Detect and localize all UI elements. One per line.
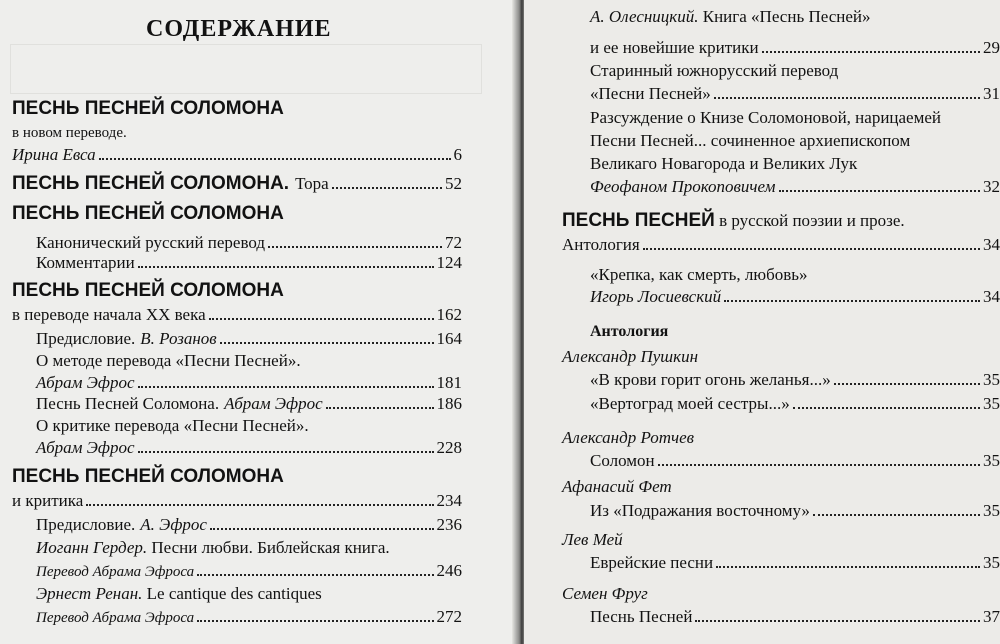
toc-entry[interactable] (12, 304, 462, 326)
translator-credit: Перевод Абрама Эфроса (36, 564, 195, 580)
page-number: 35 (983, 553, 1000, 572)
page-number: 37 (983, 607, 1000, 626)
entry-title-line (36, 583, 322, 605)
author-name: Ирина Евса (12, 145, 96, 164)
leader-dots (724, 300, 980, 302)
toc-title: СОДЕРЖАНИЕ (146, 16, 332, 42)
leader-dots (86, 504, 433, 506)
leader-dots (210, 528, 434, 530)
page-number: 34 (983, 235, 1000, 254)
author-name: В. Розанов (140, 329, 217, 348)
toc-entry[interactable] (36, 252, 462, 274)
toc-entry[interactable] (12, 172, 462, 196)
entry-title: Предисловие. (36, 329, 136, 348)
page-number: 234 (436, 491, 462, 510)
poem-title: Песнь Песней (590, 607, 693, 626)
author-name: Александр Пушкин (562, 347, 698, 366)
section-subtitle: в русской поэзии и прозе. (719, 211, 905, 230)
author-name: Абрам Эфрос (36, 373, 135, 392)
translator-credit: Перевод Абрама Эфроса (36, 610, 195, 626)
author-name: Афанасий Фет (562, 477, 672, 496)
page-number: 246 (436, 561, 462, 580)
entry-title: «Крепка, как смерть, любовь» (590, 265, 808, 284)
author-name: Семен Фруг (562, 584, 648, 603)
author-name: Феофаном Прокоповичем (590, 177, 776, 196)
toc-entry[interactable] (12, 490, 462, 512)
author-name: Игорь Лосиевский (590, 287, 722, 306)
toc-entry[interactable] (590, 500, 1000, 522)
poem-title: Из «Подражания восточному» (590, 501, 810, 520)
entry-title: Старинный южнорусский перевод (590, 61, 839, 80)
section-subtitle: Тора (295, 174, 329, 193)
page-number: 124 (436, 253, 462, 272)
toc-entry[interactable] (36, 328, 462, 350)
entry-title: Разсуждение о Книзе Соломоновой, нарицаемей (590, 108, 942, 127)
leader-dots (793, 407, 980, 409)
leader-dots (332, 187, 442, 189)
section-subtitle: в новом переводе. (12, 125, 127, 141)
page-number: 228 (436, 438, 462, 457)
section-heading: ПЕСНЬ ПЕСНЕЙ СОЛОМОНА (12, 98, 284, 119)
leader-dots (714, 97, 980, 99)
poem-title: «В крови горит огонь желанья...» (590, 370, 831, 389)
leader-dots (643, 248, 980, 250)
leader-dots (138, 266, 434, 268)
section-subtitle: и критика (12, 491, 84, 510)
page-number: 6 (453, 145, 462, 164)
leader-dots (762, 51, 980, 53)
right-page (524, 0, 1000, 644)
entry-title: Предисловие. (36, 515, 136, 534)
toc-entry[interactable] (590, 286, 1000, 308)
leader-dots (326, 407, 434, 409)
page-number: 162 (436, 305, 462, 324)
page-number: 272 (436, 607, 462, 626)
subsection-heading: Антология (590, 323, 669, 340)
leader-dots (197, 620, 433, 622)
entry-title: Le cantique des cantiques (146, 584, 322, 603)
poem-title: «Вертоград моей сестры...» (590, 394, 790, 413)
leader-dots (220, 342, 434, 344)
leader-dots (268, 246, 442, 248)
poem-title: Еврейские песни (590, 553, 714, 572)
toc-entry[interactable] (36, 514, 462, 536)
entry-title: и ее новейшие критики (590, 38, 759, 57)
toc-entry[interactable] (12, 144, 462, 166)
toc-entry[interactable] (590, 552, 1000, 574)
toc-entry[interactable] (590, 393, 1000, 415)
author-name: Иоганн Гердер. (36, 538, 148, 557)
entry-title: Комментарии (36, 253, 135, 272)
entry-title: Великаго Новагорода и Великих Лук (590, 154, 858, 173)
page-number: 236 (436, 515, 462, 534)
leader-dots (695, 620, 980, 622)
toc-entry[interactable] (36, 393, 462, 415)
toc-entry[interactable] (590, 369, 1000, 391)
leader-dots (779, 190, 981, 192)
toc-entry[interactable] (36, 372, 462, 394)
leader-dots (658, 464, 980, 466)
entry-title-line (36, 537, 390, 559)
section-heading: ПЕСНЬ ПЕСНЕЙ (562, 210, 715, 231)
toc-entry[interactable] (36, 606, 462, 629)
leader-dots (834, 383, 980, 385)
page-number: 31 (983, 84, 1000, 103)
bleed-through-decoration (10, 44, 482, 94)
entry-title: Канонический русский перевод (36, 233, 266, 252)
page-number: 34 (983, 287, 1000, 306)
section-subtitle: в переводе начала XX века (12, 305, 206, 324)
section-heading-line (562, 209, 905, 233)
section-subtitle: Антология (562, 235, 640, 254)
page-number: 52 (445, 174, 462, 193)
page-number: 72 (445, 233, 462, 252)
leader-dots (99, 158, 451, 160)
toc-entry[interactable] (590, 606, 1000, 628)
leader-dots (813, 514, 980, 516)
leader-dots (197, 574, 433, 576)
entry-title: Песни любви. Библейская книга. (151, 538, 390, 557)
toc-entry[interactable] (36, 560, 462, 583)
entry-title: Книга «Песнь Песней» (702, 7, 871, 26)
leader-dots (716, 566, 980, 568)
author-name: Лев Мей (562, 530, 623, 549)
author-name: Абрам Эфрос (36, 438, 135, 457)
entry-title: О методе перевода «Песни Песней». (36, 351, 301, 370)
entry-title: «Песни Песней» (590, 84, 711, 103)
author-name: А. Олесницкий. (590, 7, 699, 26)
toc-entry[interactable] (562, 234, 1000, 256)
author-name: А. Эфрос (140, 515, 207, 534)
page-number: 35 (983, 370, 1000, 389)
author-name: Абрам Эфрос (224, 394, 323, 413)
leader-dots (138, 386, 434, 388)
section-heading: ПЕСНЬ ПЕСНЕЙ СОЛОМОНА (12, 203, 284, 224)
section-heading: ПЕСНЬ ПЕСНЕЙ СОЛОМОНА (12, 466, 284, 487)
page-number: 181 (436, 373, 462, 392)
section-heading: ПЕСНЬ ПЕСНЕЙ СОЛОМОНА (12, 280, 284, 301)
leader-dots (138, 451, 434, 453)
page-number: 35 (983, 451, 1000, 470)
toc-entry[interactable] (590, 450, 1000, 472)
page-number: 186 (436, 394, 462, 413)
page-number: 35 (983, 394, 1000, 413)
author-name: Эрнест Ренан. (36, 584, 143, 603)
leader-dots (209, 318, 434, 320)
toc-entry[interactable] (590, 83, 1000, 105)
entry-title: Песни Песней... сочиненное архиепископом (590, 131, 911, 150)
entry-title-line (590, 6, 870, 28)
page-number: 29 (983, 38, 1000, 57)
toc-entry[interactable] (590, 37, 1000, 59)
author-name: Александр Ротчев (562, 428, 695, 447)
page-number: 164 (436, 329, 462, 348)
page-number: 35 (983, 501, 1000, 520)
toc-entry[interactable] (36, 437, 462, 459)
entry-title: Песнь Песней Соломона. (36, 394, 220, 413)
toc-entry[interactable] (590, 176, 1000, 198)
toc-entry[interactable] (36, 232, 462, 254)
section-heading: ПЕСНЬ ПЕСНЕЙ СОЛОМОНА. (12, 173, 290, 194)
page-number: 32 (983, 177, 1000, 196)
poem-title: Соломон (590, 451, 655, 470)
entry-title: О критике перевода «Песни Песней». (36, 416, 309, 435)
